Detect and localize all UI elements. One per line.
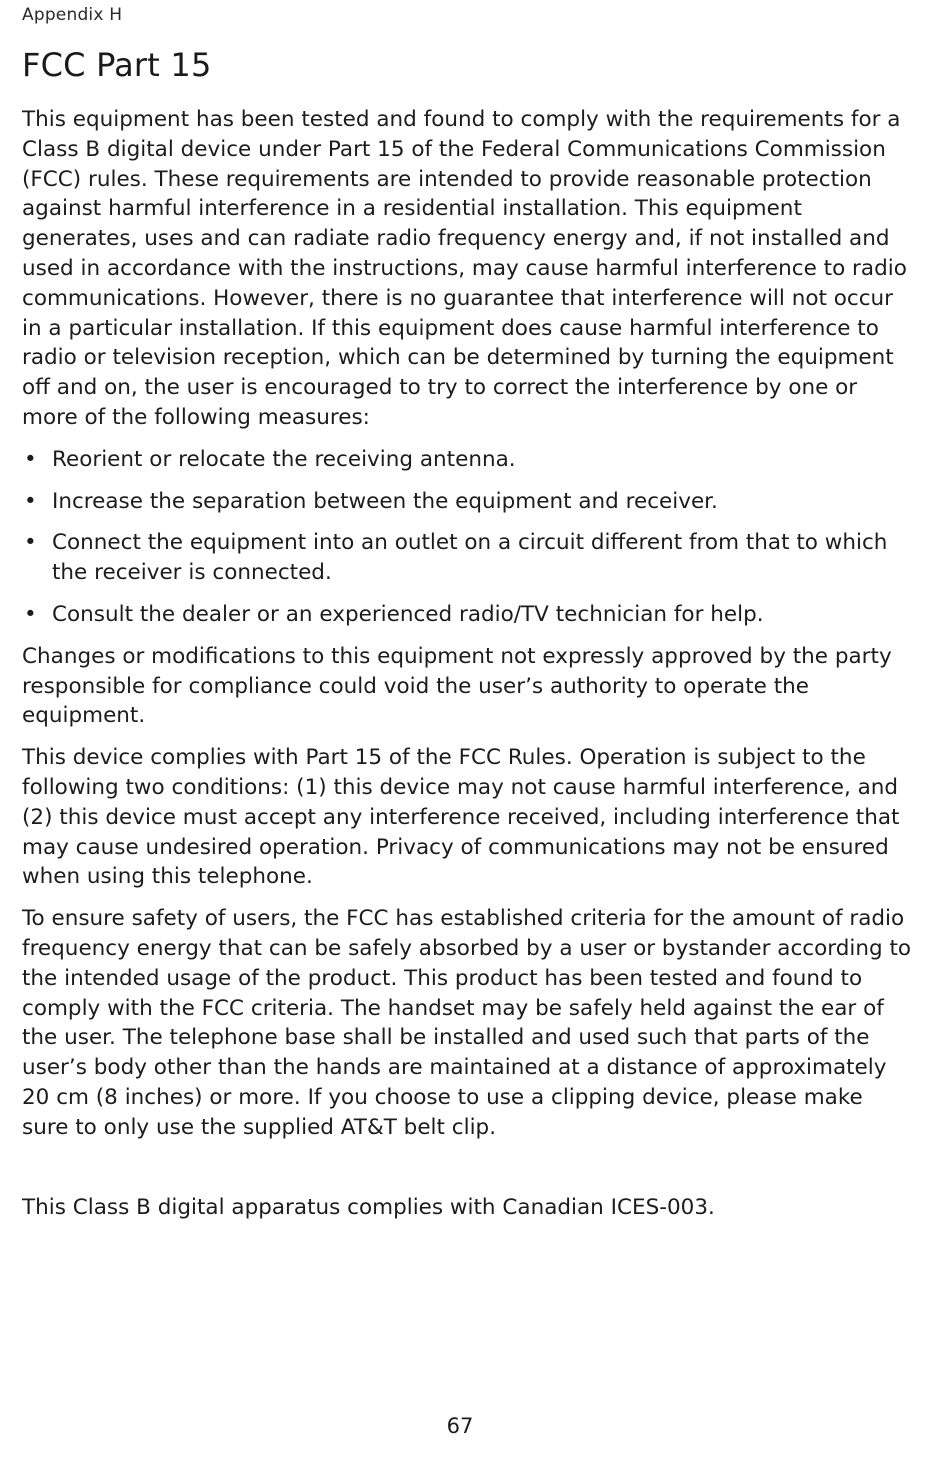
list-item <box>22 445 912 475</box>
changes-paragraph: Changes or modifications to this equipment not expressly approved by the party responsible for compliance could void the user’s authority to operate the equipment. <box>22 643 892 729</box>
list-item <box>22 487 912 517</box>
list-item-text: Consult the dealer or an experienced radio/TV technician for help. <box>52 601 764 627</box>
list-item-text: Connect the equipment into an outlet on a circuit different from that to which the receiver is connected. <box>52 530 888 586</box>
list-item <box>22 528 912 588</box>
list-item-text: Increase the separation between the equipment and receiver. <box>52 488 718 514</box>
bullet-icon: • <box>24 446 37 472</box>
canada-paragraph: This Class B digital apparatus complies with Canadian ICES-003. <box>22 1194 715 1220</box>
list-item <box>22 600 912 630</box>
bullet-icon: • <box>24 530 37 556</box>
measures-list <box>22 445 912 630</box>
list-item-text: Reorient or relocate the receiving antenna. <box>52 446 516 472</box>
compliance-paragraph: This device complies with Part 15 of the FCC Rules. Operation is subject to the following two conditions: (1) this device may not cause harmful interference, and (2) this device must accept any interference received, including interference that may cause undesired operation. Privacy of communications may not be ensured when using this telephone. <box>22 745 900 890</box>
document-body <box>22 105 912 1234</box>
bullet-icon: • <box>24 488 37 514</box>
page-number: 67 <box>446 1414 474 1438</box>
page-title: FCC Part 15 <box>22 46 212 84</box>
safety-paragraph: To ensure safety of users, the FCC has established criteria for the amount of radio frequency energy that can be safely absorbed by a user or bystander according to the intended usage of the product. This product has been tested and found to comply with the FCC criteria. The handset may be safely held against the ear of the user. The telephone base shall be installed and used such that parts of the user’s body other than the hands are maintained at a distance of approximately 20 cm (8 inches) or more. If you choose to use a clipping device, please make sure to only use the supplied AT&T belt clip. <box>22 906 912 1140</box>
bullet-icon: • <box>24 601 37 627</box>
section-spacer <box>22 1155 912 1193</box>
intro-paragraph: This equipment has been tested and found to comply with the requirements for a Class B digital device under Part 15 of the Federal Communications Commission (FCC) rules. These requirements are intended to provide reasonable protection against harmful interference in a residential installation. This equipment generates, uses and can radiate radio frequency energy and, if not installed and used in accordance with the instructions, may cause harmful interference to radio communications. However, there is no guarantee that interference will not occur in a particular installation. If this equipment does cause harmful interference to radio or television reception, which can be determined by turning the equipment off and on, the user is encouraged to try to correct the interference by one or more of the following measures: <box>22 107 907 430</box>
running-header: Appendix H <box>22 5 123 25</box>
